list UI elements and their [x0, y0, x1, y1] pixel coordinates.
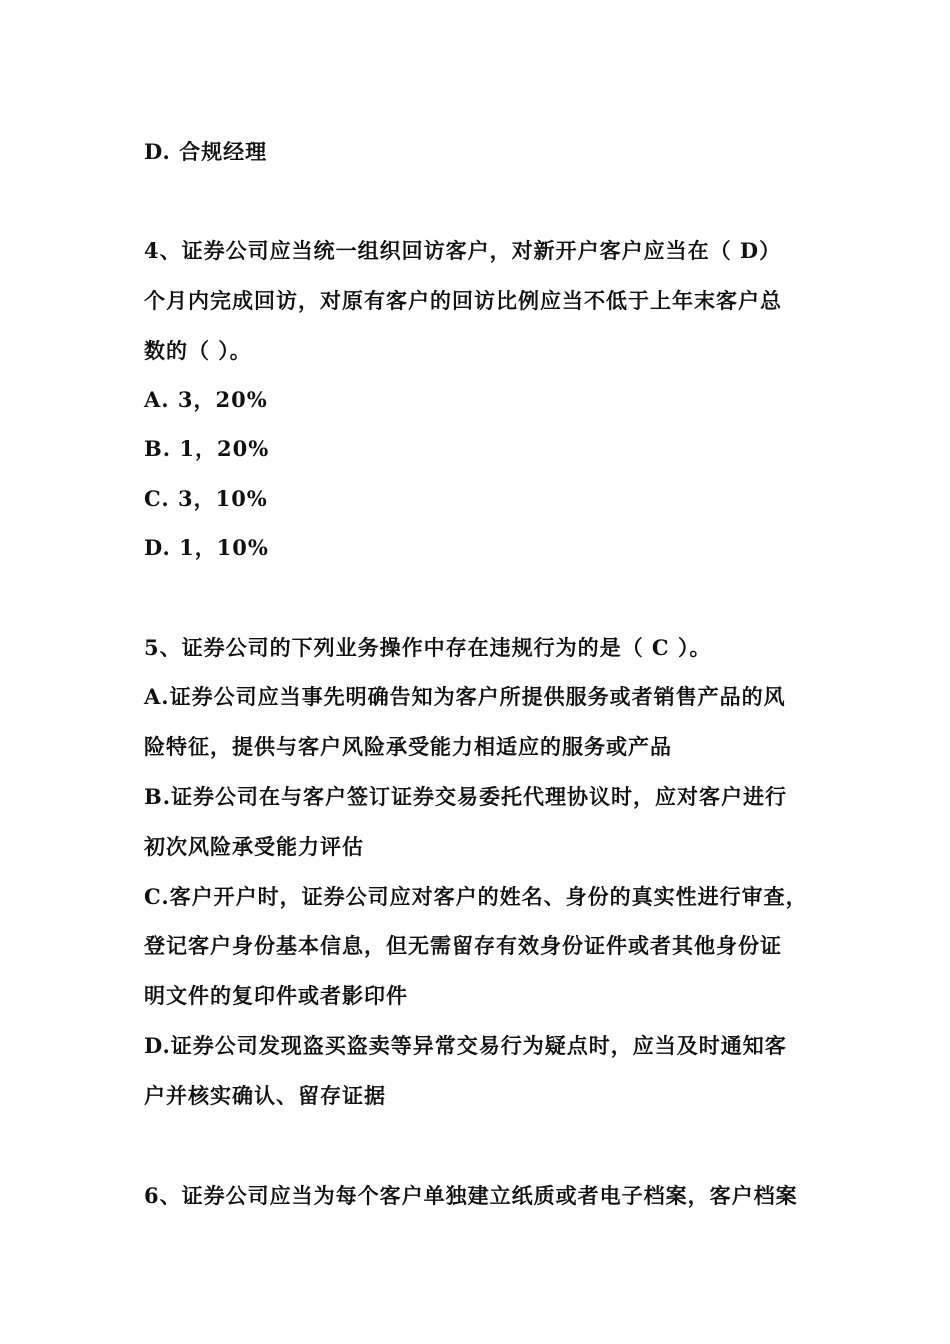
q5-option-a-line-1: A.证券公司应当事先明确告知为客户所提供服务或者销售产品的风 — [144, 684, 786, 709]
q4-stem-line-1: 4、证券公司应当统一组织回访客户，对新开户客户应当在（ D） — [144, 238, 782, 263]
q5-option-c-line-2: 登记客户身份基本信息，但无需留存有效身份证件或者其他身份证 — [144, 933, 782, 958]
q5-option-b-line-1: B.证券公司在与客户签订证券交易委托代理协议时，应对客户进行 — [144, 784, 788, 809]
q4-option-c: C. 3，10% — [144, 486, 268, 511]
q5-option-c-line-3: 明文件的复印件或者影印件 — [144, 983, 408, 1008]
q5-option-a-line-2: 险特征，提供与客户风险承受能力相适应的服务或产品 — [144, 734, 672, 759]
q5-option-b-line-2: 初次风险承受能力评估 — [144, 834, 364, 859]
q4-option-a: A. 3，20% — [144, 387, 268, 412]
q5-option-c-line-1: C.客户开户时，证券公司应对客户的姓名、身份的真实性进行审查， — [144, 884, 808, 909]
q5-option-d-line-1: D.证券公司发现盗买盗卖等异常交易行为疑点时，应当及时通知客 — [144, 1033, 787, 1058]
q5-option-d-line-2: 户并核实确认、留存证据 — [144, 1083, 386, 1108]
q4-stem-line-2: 个月内完成回访，对原有客户的回访比例应当不低于上年末客户总 — [144, 288, 782, 313]
q4-stem-line-3: 数的（ ）。 — [144, 338, 252, 363]
q4-option-d: D. 1，10% — [144, 535, 269, 560]
q4-option-b: B. 1，20% — [144, 436, 270, 461]
q6-stem-line-1: 6、证券公司应当为每个客户单独建立纸质或者电子档案，客户档案 — [144, 1183, 798, 1208]
q5-stem: 5、证券公司的下列业务操作中存在违规行为的是（ C ）。 — [144, 635, 712, 660]
q3-option-d: D. 合规经理 — [144, 139, 268, 164]
